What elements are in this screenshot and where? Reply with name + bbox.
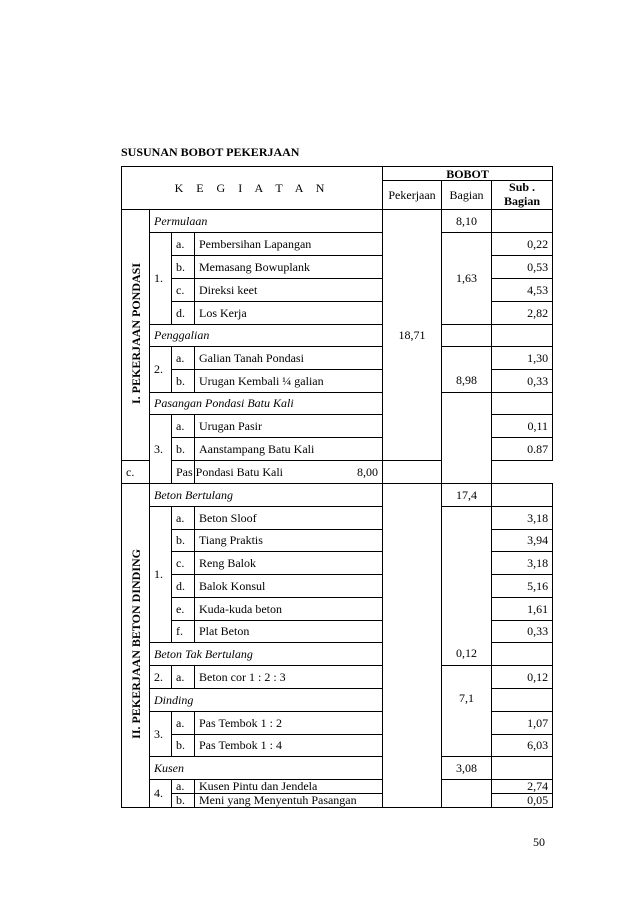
item-letter: d. (172, 574, 195, 597)
item-letter: a. (172, 414, 195, 437)
item-letter: b. (172, 437, 195, 460)
item-letter: a. (172, 506, 195, 529)
item-name: Meni yang Menyentuh Pasangan (195, 793, 383, 807)
item-name: Kusen Pintu dan Jendela (195, 779, 383, 793)
item-value: 2,82 (492, 301, 553, 324)
item-name: Direksi keet (195, 278, 383, 301)
item-name: Aanstampang Batu Kali (195, 437, 383, 460)
item-letter: a. (172, 779, 195, 793)
group-number: 2. (150, 346, 172, 392)
pekerjaan-header: Pekerjaan (383, 181, 442, 210)
item-letter: a. (172, 665, 195, 688)
bagian-empty (442, 779, 492, 807)
group-title: Kusen (150, 756, 383, 779)
item-name: Kuda-kuda beton (195, 597, 383, 620)
item-value: 1,30 (492, 346, 553, 369)
section-1-label: I. PEKERJAAN PONDASI (122, 209, 150, 460)
item-value: 5,16 (492, 574, 553, 597)
group-title: Beton Bertulang (150, 483, 383, 506)
item-name: Tiang Praktis (195, 529, 383, 551)
group-number: 2. (150, 665, 172, 688)
kegiatan-header: K E G I A T A N (122, 167, 383, 210)
group-number: 3. (150, 414, 172, 483)
section-2-label: II. PEKERJAAN BETON DINDING (122, 483, 150, 807)
item-letter: b. (172, 369, 195, 392)
item-value: 3,94 (492, 529, 553, 551)
sub-bagian-empty (492, 209, 553, 232)
group-title: Dinding (150, 688, 383, 711)
item-name: Los Kerja (195, 301, 383, 324)
bobot-table (121, 166, 553, 808)
group-title: Permulaan (150, 209, 383, 232)
section-1-pekerjaan: 18,71 (383, 209, 442, 460)
group-bagian: 8,10 (442, 209, 492, 232)
item-value: 0,22 (492, 232, 553, 255)
item-name: Beton Sloof (195, 506, 383, 529)
item-value: 0,11 (492, 414, 553, 437)
item-letter: b. (172, 793, 195, 807)
group-bagian: 8,98 (442, 346, 492, 392)
bobot-header: BOBOT (383, 167, 553, 181)
item-value: 0,33 (492, 620, 553, 642)
group-number: 1. (150, 232, 172, 324)
item-name: Urugan Pasir (195, 414, 383, 437)
sub-bagian-empty (492, 642, 553, 665)
group-title: Penggalian (150, 324, 383, 346)
item-letter: c. (122, 460, 150, 483)
item-letter: d. (172, 301, 195, 324)
item-value: 3,18 (492, 506, 553, 529)
item-letter: c. (172, 551, 195, 574)
item-value: 1,07 (492, 711, 553, 734)
sub-bagian-header: Sub . Bagian (492, 181, 553, 210)
item-letter: f. (172, 620, 195, 642)
item-name: Pas Tembok 1 : 4 (195, 734, 383, 756)
item-letter: a. (172, 346, 195, 369)
group-bagian: 7,1 (442, 688, 492, 756)
item-name: Reng Balok (195, 551, 383, 574)
item-name: Beton cor 1 : 2 : 3 (195, 665, 383, 688)
sub-bagian-empty (492, 756, 553, 779)
section-2-pekerjaan-empty (383, 483, 442, 807)
sub-bagian-empty (492, 688, 553, 711)
item-value: 4,53 (492, 278, 553, 301)
item-value: 0,33 (492, 369, 553, 392)
item-letter: b. (172, 529, 195, 551)
group-title: Beton Tak Bertulang (150, 642, 383, 665)
bagian-empty (442, 392, 492, 483)
item-value: 1,61 (492, 597, 553, 620)
item-name: Plat Beton (195, 620, 383, 642)
item-name: Pas Tembok 1 : 2 (195, 711, 383, 734)
group-number: 1. (150, 506, 172, 642)
item-name: Pas Pondasi Batu Kali (172, 460, 195, 483)
group-bagian: 3,08 (442, 756, 492, 779)
group-title: Pasangan Pondasi Batu Kali (150, 392, 383, 414)
page-number: 50 (533, 835, 545, 849)
item-letter: b. (172, 255, 195, 278)
item-value: 8,00 (195, 460, 383, 483)
item-name: Urugan Kembali ¼ galian (195, 369, 383, 392)
bagian-header: Bagian (442, 181, 492, 210)
item-value: 0,05 (492, 793, 553, 807)
item-value: 2,74 (492, 779, 553, 793)
item-value: 3,18 (492, 551, 553, 574)
group-number: 3. (150, 711, 172, 756)
sub-bagian-empty (492, 324, 553, 346)
item-letter: e. (172, 597, 195, 620)
item-letter: c. (172, 278, 195, 301)
item-value: 0,12 (492, 665, 553, 688)
sub-bagian-empty (492, 483, 553, 506)
item-name: Pembersihan Lapangan (195, 232, 383, 255)
sub-bagian-empty (492, 392, 553, 414)
page-heading: SUSUNAN BOBOT PEKERJAAN (121, 145, 300, 159)
item-letter: a. (172, 232, 195, 255)
item-value: 6,03 (492, 734, 553, 756)
group-bagian: 17,4 (442, 483, 492, 506)
bagian-empty (442, 665, 492, 688)
item-name: Memasang Bowuplank (195, 255, 383, 278)
item-value: 0,53 (492, 255, 553, 278)
item-letter: a. (172, 711, 195, 734)
item-name: Balok Konsul (195, 574, 383, 597)
group-number: 4. (150, 779, 172, 807)
item-letter: b. (172, 734, 195, 756)
item-name: Galian Tanah Pondasi (195, 346, 383, 369)
bagian-empty (442, 324, 492, 346)
item-value: 0.87 (492, 437, 553, 460)
group-bagian: 0,12 (442, 506, 492, 665)
group-bagian: 1,63 (442, 232, 492, 324)
